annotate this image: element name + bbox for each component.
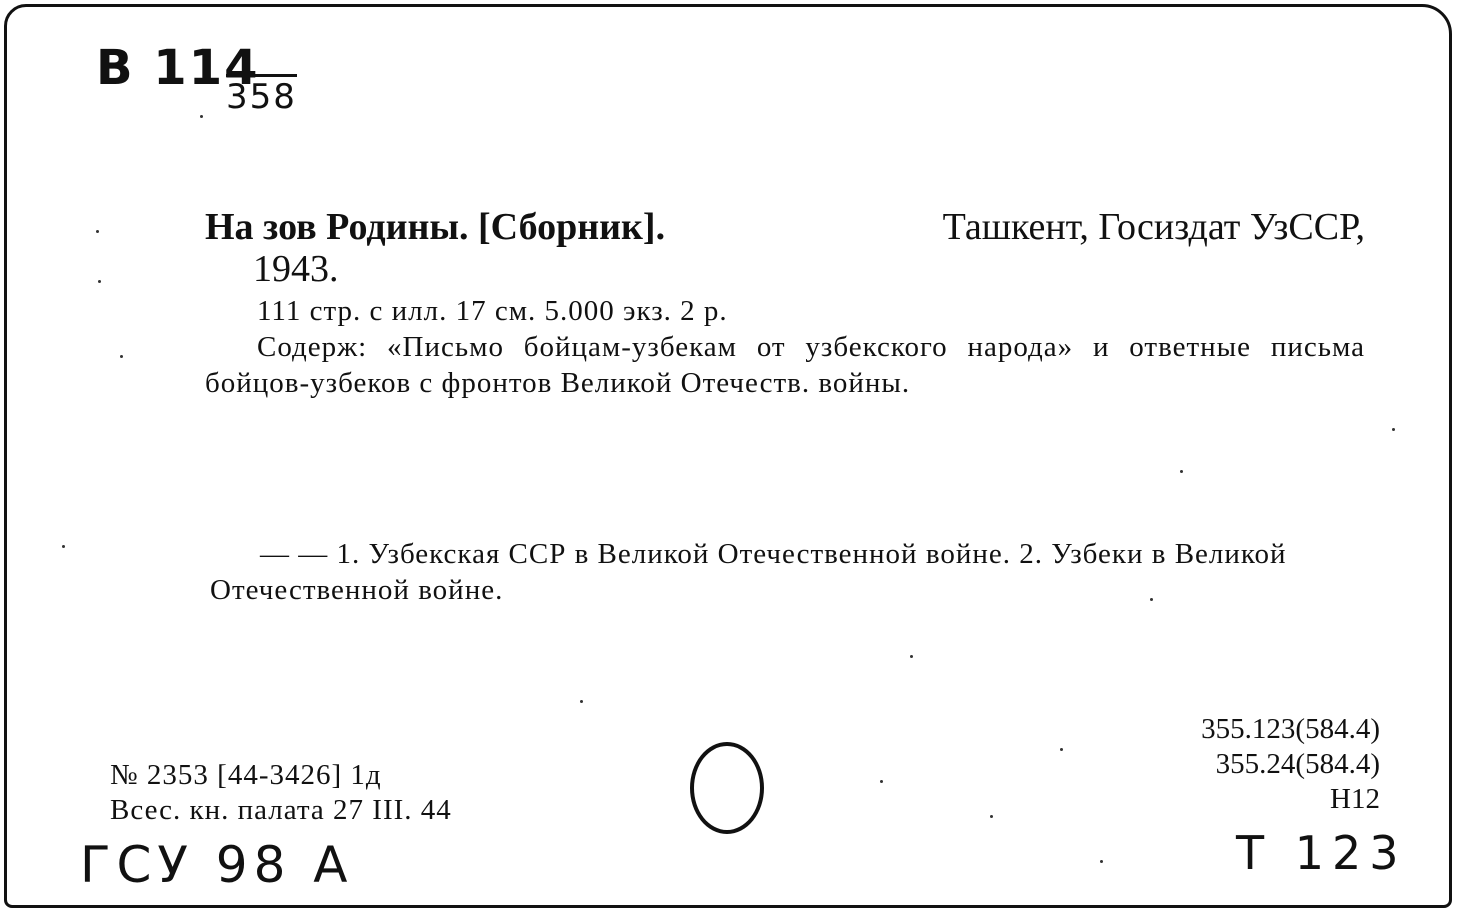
- dust-speck: [1180, 470, 1183, 473]
- dust-speck: [1150, 598, 1153, 601]
- shelf-code: Т 123: [1236, 826, 1407, 880]
- classification-numbers: [1080, 712, 1380, 817]
- subject-headings: — — 1. Узбекская ССР в Великой Отечественной войне. 2. Узбеки в Великой Отечественной войне.: [210, 538, 1287, 606]
- dust-speck: [96, 230, 99, 233]
- card-hole: [690, 742, 764, 834]
- library-stamp: ГСУ 98 А: [80, 836, 354, 894]
- contents-note: Содерж: «Письмо бойцам-узбекам от узбекского народа» и ответные письма бойцов-узбеков с фронтов Великой Отечеств. войны.: [205, 331, 1365, 399]
- physical-description: 111 стр. с илл. 17 см. 5.000 экз. 2 р.: [257, 295, 728, 327]
- classification-3: Н12: [1330, 783, 1380, 815]
- classification-1: 355.123(584.4): [1201, 713, 1380, 745]
- dust-speck: [910, 655, 913, 658]
- dust-speck: [120, 355, 123, 358]
- book-title: На зов Родины. [Сборник].: [205, 206, 666, 248]
- record-info: [110, 758, 452, 828]
- dust-speck: [62, 545, 65, 548]
- imprint: Ташкент, Госиздат УзССР,: [942, 206, 1365, 248]
- dust-speck: [1392, 428, 1395, 431]
- call-number: B 114: [96, 40, 260, 96]
- classification-2: 355.24(584.4): [1215, 748, 1380, 780]
- dust-speck: [990, 815, 993, 818]
- book-chamber: Всес. кн. палата 27 III. 44: [110, 794, 452, 826]
- dust-speck: [200, 115, 203, 118]
- bibliographic-entry: [205, 205, 1365, 401]
- dust-speck: [1060, 748, 1063, 751]
- dust-speck: [580, 700, 583, 703]
- publication-year: 1943.: [253, 248, 339, 290]
- dust-speck: [1100, 860, 1103, 863]
- entry-heading: [205, 205, 1365, 249]
- call-number-sub: 358: [226, 74, 297, 115]
- record-number: № 2353 [44-3426] 1д: [110, 759, 382, 791]
- dust-speck: [98, 280, 101, 283]
- dust-speck: [880, 780, 883, 783]
